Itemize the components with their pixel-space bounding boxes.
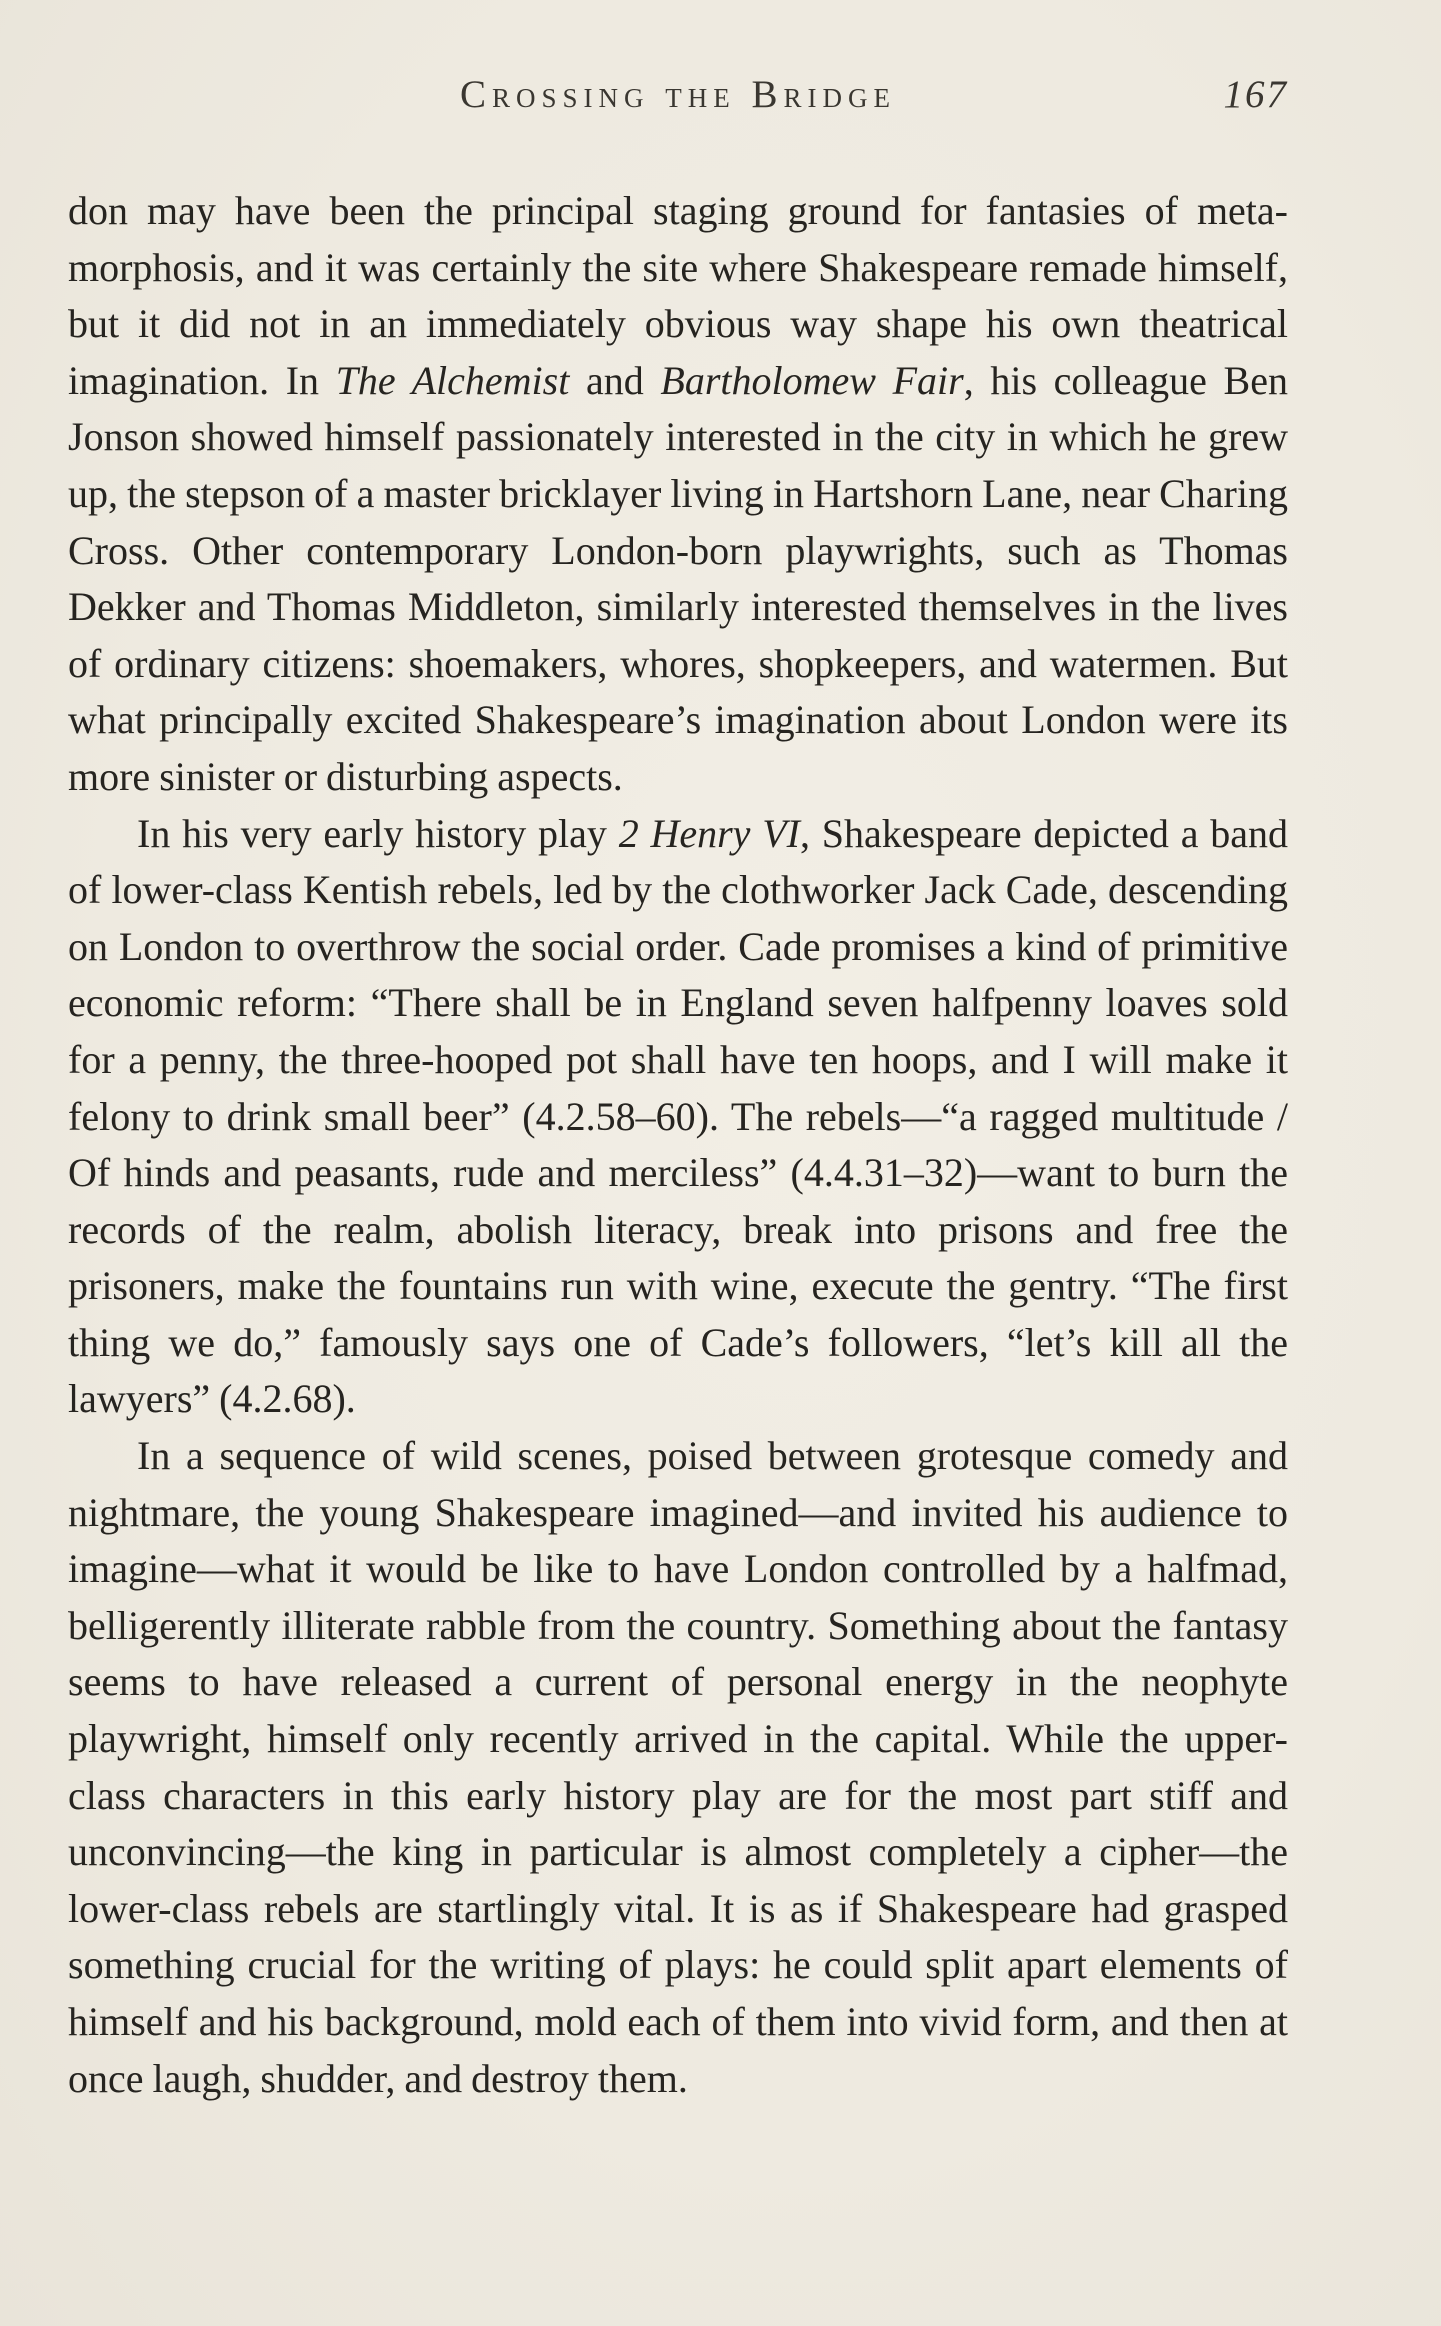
text-run: , his colleague Ben Jonson showed himself passionately interested in the city in which he grew up, the stepson of a master bricklayer living in Hartshorn Lane, near Charing Cross. Other contemporary London-born playwrights, such as Thomas Dekker and Thomas Middleton, similarly interested themselves in the lives of ordinary citizens: shoemakers, whores, shopkeepers, and watermen. But what principally excited Shakespeare’s imagination about London were its more sinister or disturbing aspects. (68, 357, 1288, 799)
book-title: The Alchemist (335, 357, 570, 403)
text-run: , Shakespeare depicted a band of lower-class Kentish rebels, led by the clothworker Jack Cade, descending on London to overthrow the social order. Cade promises a kind of primitive economic reform: “There shall be in England seven halfpenny loaves sold for a penny, the three-hooped pot shall have ten hoops, and I will make it felony to drink small beer” (4.2.58–60). The rebels—“a ragged multitude / Of hinds and peasants, rude and merciless” (4.4.31–32)—want to burn the records of the realm, abolish literacy, break into prisons and free the prisoners, make the fountains run with wine, execute the gentry. “The first thing we do,” famously says one of Cade’s followers, “let’s kill all the lawyers” (4.2.68). (68, 810, 1288, 1422)
running-title: Crossing the Bridge (459, 73, 897, 116)
paragraph (68, 1428, 1288, 2107)
text-run: In his very early history play (137, 810, 619, 856)
play-title: 2 Henry VI (618, 810, 800, 856)
text-run: In a sequence of wild scenes, poised between grotesque comedy and nightmare, the young Shakespeare imagined—and invited his audience to imagine—what it would be like to have London controlled by a halfmad, belligerently illiterate rabble from the country. Something about the fantasy seems to have released a current of personal energy in the neophyte playwright, himself only recently arrived in the capital. While the upper-class characters in this early history play are for the most part stiff and unconvincing—the king in particular is almost completely a cipher—the lower-class rebels are startlingly vital. It is as if Shakespeare had grasped something crucial for the writing of plays: he could split apart elements of himself and his background, mold each of them into vivid form, and then at once laugh, shudder, and destroy them. (68, 1433, 1288, 2101)
text-run: and (569, 357, 661, 403)
paragraph (68, 183, 1288, 806)
body-text (68, 183, 1288, 2107)
page-number: 167 (1223, 73, 1288, 116)
running-head (68, 72, 1288, 122)
book-title: Bartholomew Fair (660, 357, 964, 403)
paragraph (68, 806, 1288, 1429)
text-run: don may have been the principal staging ground for fantasies of metamorphosis, and it was certainly the site where Shakespeare remade himself, but it did not in an immediately obvious way shape his own theatrical imagination. In (68, 188, 1288, 403)
